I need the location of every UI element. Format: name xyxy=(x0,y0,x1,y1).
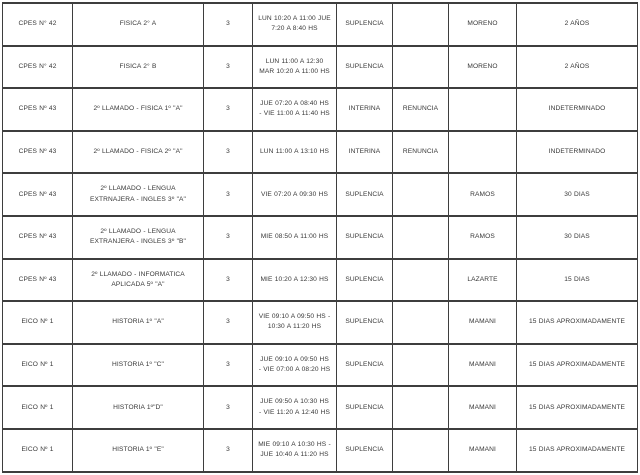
cell-hours: 3 xyxy=(204,46,253,89)
cell-observation xyxy=(393,259,449,302)
cell-subject: HISTORIA 1º"D" xyxy=(73,386,204,429)
cell-schedule: JUE 09:10 A 09:50 HS - VIE 07:00 A 08:20 HS xyxy=(253,344,337,387)
cell-observation: RENUNCIA xyxy=(393,131,449,174)
cell-hours: 3 xyxy=(204,3,253,46)
table-body xyxy=(3,3,638,472)
cell-status: SUPLENCIA xyxy=(337,216,393,259)
cell-observation xyxy=(393,216,449,259)
cell-schedule: LUN 11:00 A 12:30 MAR 10:20 A 11:00 HS xyxy=(253,46,337,89)
cell-observation xyxy=(393,429,449,472)
table-row xyxy=(3,386,638,429)
cell-status: SUPLENCIA xyxy=(337,259,393,302)
cell-duration: 15 DIAS APROXIMADAMENTE xyxy=(517,429,638,472)
cell-status: INTERINA xyxy=(337,88,393,131)
cell-hours: 3 xyxy=(204,344,253,387)
cell-subject: 2º LLAMADO - LENGUA EXTRANJERA - INGLES 3º "B" xyxy=(73,216,204,259)
cell-applicant xyxy=(449,131,517,174)
table-row xyxy=(3,46,638,89)
cell-observation xyxy=(393,344,449,387)
cell-hours: 3 xyxy=(204,259,253,302)
cell-schedule: LUN 10:20 A 11:00 JUE 7:20 A 8:40 HS xyxy=(253,3,337,46)
cell-hours: 3 xyxy=(204,173,253,216)
cell-applicant: MAMANI xyxy=(449,386,517,429)
cell-status: SUPLENCIA xyxy=(337,429,393,472)
cell-schedule: MIE 08:50 A 11:00 HS xyxy=(253,216,337,259)
teaching-vacancies-table xyxy=(2,2,638,473)
table-row xyxy=(3,3,638,46)
table-row xyxy=(3,216,638,259)
cell-school: CPES N° 42 xyxy=(3,3,73,46)
cell-subject: FISICA 2° A xyxy=(73,3,204,46)
cell-status: SUPLENCIA xyxy=(337,46,393,89)
cell-subject: 2º LLAMADO - INFORMATICA APLICADA 5º "A" xyxy=(73,259,204,302)
cell-observation xyxy=(393,386,449,429)
cell-hours: 3 xyxy=(204,88,253,131)
cell-status: SUPLENCIA xyxy=(337,3,393,46)
cell-duration: INDETERMINADO xyxy=(517,88,638,131)
cell-schedule: MIE 10:20 A 12:30 HS xyxy=(253,259,337,302)
cell-applicant xyxy=(449,88,517,131)
cell-hours: 3 xyxy=(204,216,253,259)
cell-subject: HISTORIA 1º "A" xyxy=(73,301,204,344)
cell-school: CPES N° 42 xyxy=(3,46,73,89)
cell-school: CPES Nº 43 xyxy=(3,88,73,131)
cell-status: INTERINA xyxy=(337,131,393,174)
cell-hours: 3 xyxy=(204,131,253,174)
cell-duration: 2 AÑOS xyxy=(517,46,638,89)
table-row xyxy=(3,259,638,302)
table-row xyxy=(3,131,638,174)
cell-hours: 3 xyxy=(204,301,253,344)
cell-subject: HISTORIA 1º "C" xyxy=(73,344,204,387)
cell-schedule: VIE 07:20 A 09:30 HS xyxy=(253,173,337,216)
cell-school: EICO Nº 1 xyxy=(3,429,73,472)
cell-schedule: LUN 11:00 A 13:10 HS xyxy=(253,131,337,174)
table-row xyxy=(3,301,638,344)
cell-applicant: MORENO xyxy=(449,46,517,89)
cell-schedule: JUE 09:50 A 10:30 HS - VIE 11:20 A 12:40 HS xyxy=(253,386,337,429)
cell-subject: HISTORIA 1º "E" xyxy=(73,429,204,472)
cell-subject: FISICA 2° B xyxy=(73,46,204,89)
cell-school: CPES Nº 43 xyxy=(3,173,73,216)
cell-subject: 2º LLAMADO - LENGUA EXTRNAJERA - INGLES 3º "A" xyxy=(73,173,204,216)
cell-duration: 15 DIAS APROXIMADAMENTE xyxy=(517,386,638,429)
cell-hours: 3 xyxy=(204,386,253,429)
cell-applicant: MORENO xyxy=(449,3,517,46)
cell-school: EICO Nº 1 xyxy=(3,386,73,429)
cell-hours: 3 xyxy=(204,429,253,472)
cell-duration: 15 DIAS APROXIMADAMENTE xyxy=(517,301,638,344)
table-row xyxy=(3,429,638,472)
cell-applicant: RAMOS xyxy=(449,216,517,259)
cell-applicant: RAMOS xyxy=(449,173,517,216)
cell-schedule: VIE 09:10 A 09:50 HS - 10:30 A 11:20 HS xyxy=(253,301,337,344)
cell-subject: 2º LLAMADO - FISICA 1º "A" xyxy=(73,88,204,131)
cell-schedule: MIE 09:10 A 10:30 HS - JUE 10:40 A 11:20 HS xyxy=(253,429,337,472)
cell-applicant: MAMANI xyxy=(449,301,517,344)
cell-school: EICO Nº 1 xyxy=(3,301,73,344)
table-row xyxy=(3,88,638,131)
cell-subject: 2º LLAMADO - FISICA 2º "A" xyxy=(73,131,204,174)
cell-duration: 30 DIAS xyxy=(517,173,638,216)
cell-school: CPES Nº 43 xyxy=(3,259,73,302)
cell-duration: 15 DIAS APROXIMADAMENTE xyxy=(517,344,638,387)
cell-observation xyxy=(393,173,449,216)
cell-status: SUPLENCIA xyxy=(337,386,393,429)
cell-school: EICO Nº 1 xyxy=(3,344,73,387)
cell-school: CPES Nº 43 xyxy=(3,131,73,174)
table-row xyxy=(3,344,638,387)
cell-duration: INDETERMINADO xyxy=(517,131,638,174)
cell-school: CPES Nº 43 xyxy=(3,216,73,259)
cell-status: SUPLENCIA xyxy=(337,173,393,216)
cell-observation xyxy=(393,301,449,344)
cell-applicant: MAMANI xyxy=(449,344,517,387)
cell-observation xyxy=(393,46,449,89)
cell-schedule: JUE 07:20 A 08:40 HS - VIE 11:00 A 11:40 HS xyxy=(253,88,337,131)
cell-observation xyxy=(393,3,449,46)
cell-duration: 30 DIAS xyxy=(517,216,638,259)
cell-duration: 15 DIAS xyxy=(517,259,638,302)
cell-observation: RENUNCIA xyxy=(393,88,449,131)
cell-applicant: LAZARTE xyxy=(449,259,517,302)
table-row xyxy=(3,173,638,216)
cell-status: SUPLENCIA xyxy=(337,301,393,344)
cell-applicant: MAMANI xyxy=(449,429,517,472)
cell-status: SUPLENCIA xyxy=(337,344,393,387)
cell-duration: 2 AÑOS xyxy=(517,3,638,46)
